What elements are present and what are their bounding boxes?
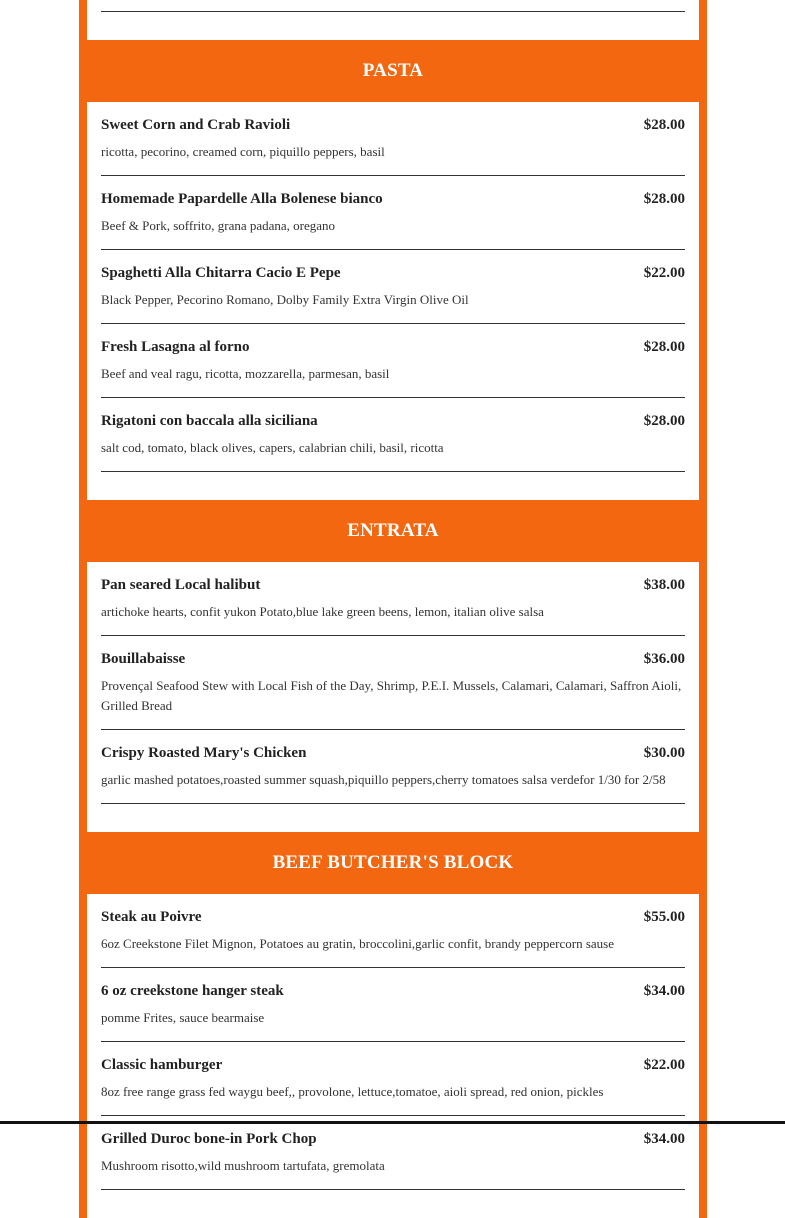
- section-title: BEEF BUTCHER'S BLOCK: [272, 852, 514, 873]
- menu-item: [101, 1116, 685, 1190]
- item-description: pomme Frites, sauce bearmaise: [101, 1010, 265, 1025]
- item-name: Steak au Poivre: [101, 909, 202, 925]
- item-price: $28.00: [643, 339, 685, 355]
- section-panel-beef: [87, 894, 699, 1218]
- item-price: $34.00: [643, 983, 685, 999]
- item-name: Grilled Duroc bone-in Pork Chop: [101, 1131, 317, 1147]
- item-description: ricotta, pecorino, creamed corn, piquillo peppers, basil: [101, 144, 385, 159]
- item-name: Crispy Roasted Mary's Chicken: [101, 745, 307, 761]
- item-description: 8oz free range grass fed waygu beef,, provolone, lettuce,tomatoe, aioli spread, red onion, pickles: [101, 1084, 604, 1099]
- item-price: $22.00: [643, 1057, 685, 1073]
- window-bottom-edge: [0, 1121, 785, 1124]
- item-description: Beef & Pork, soffrito, grana padana, oregano: [101, 218, 336, 233]
- menu-item: [101, 176, 685, 250]
- menu-item: [101, 636, 685, 730]
- menu-item: [101, 250, 685, 324]
- menu-frame: [79, 0, 707, 1218]
- item-description: Black Pepper, Pecorino Romano, Dolby Family Extra Virgin Olive Oil: [101, 292, 469, 307]
- item-divider: [101, 11, 685, 12]
- menu-item: [101, 730, 685, 804]
- item-description: salt cod, tomato, black olives, capers, calabrian chili, basil, ricotta: [101, 440, 444, 455]
- item-name: Bouillabaisse: [101, 651, 186, 667]
- section-title: ENTRATA: [347, 520, 439, 541]
- item-description: Provençal Seafood Stew with Local Fish of the Day, Shrimp, P.E.I. Mussels, Calamari, Calamari, Saffron Aioli, Grilled Bread: [101, 678, 682, 713]
- item-name: 6 oz creekstone hanger steak: [101, 983, 284, 999]
- item-description: 6oz Creekstone Filet Mignon, Potatoes au gratin, broccolini,garlic confit, brandy peppercorn sause: [101, 936, 614, 951]
- item-price: $22.00: [643, 265, 685, 281]
- menu-item: [101, 894, 685, 968]
- item-name: Classic hamburger: [101, 1057, 223, 1073]
- item-price: $28.00: [643, 413, 685, 429]
- item-name: Rigatoni con baccala alla siciliana: [101, 413, 318, 429]
- section-header-pasta: [87, 40, 699, 102]
- item-name: Sweet Corn and Crab Ravioli: [101, 117, 291, 133]
- menu-item: [101, 562, 685, 636]
- item-price: $34.00: [643, 1131, 685, 1147]
- menu-item: [101, 102, 685, 176]
- item-price: $55.00: [643, 909, 685, 925]
- menu-item: [101, 968, 685, 1042]
- section-header-entrata: [87, 500, 699, 562]
- item-price: $30.00: [643, 745, 685, 761]
- section-header-beef: [87, 832, 699, 894]
- item-name: Spaghetti Alla Chitarra Cacio E Pepe: [101, 265, 341, 281]
- item-name: Fresh Lasagna al forno: [101, 339, 250, 355]
- menu-item: [101, 324, 685, 398]
- item-price: $28.00: [643, 117, 685, 133]
- menu-item: [101, 398, 685, 472]
- item-description: artichoke hearts, confit yukon Potato,blue lake green beens, lemon, italian olive salsa: [101, 604, 544, 619]
- previous-section-tail: [87, 0, 699, 40]
- item-description: Mushroom risotto,wild mushroom tartufata, gremolata: [101, 1158, 385, 1173]
- item-name: Pan seared Local halibut: [101, 577, 261, 593]
- menu-item: [101, 1042, 685, 1116]
- item-price: $28.00: [643, 191, 685, 207]
- section-panel-entrata: [87, 562, 699, 832]
- section-title: PASTA: [362, 60, 424, 81]
- item-name: Homemade Papardelle Alla Bolenese bianco: [101, 191, 383, 207]
- item-description: Beef and veal ragu, ricotta, mozzarella, parmesan, basil: [101, 366, 390, 381]
- section-panel-pasta: [87, 102, 699, 500]
- item-price: $36.00: [643, 651, 685, 667]
- item-description: garlic mashed potatoes,roasted summer squash,piquillo peppers,cherry tomatoes salsa verdefor 1/30 for 2/58: [101, 772, 666, 787]
- item-price: $38.00: [643, 577, 685, 593]
